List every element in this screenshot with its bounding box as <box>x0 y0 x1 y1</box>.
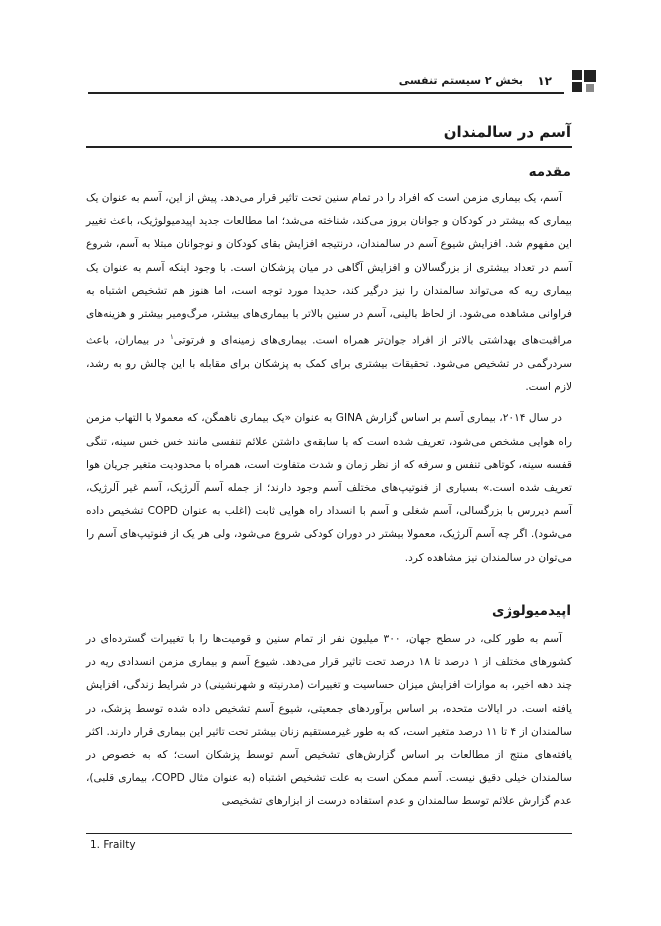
paragraph-1: آسم، یک بیماری مزمن است که افراد را در تمام سنین تحت تاثیر قرار می‌دهد. پیش از این، آسم به عنوان یک بیماری که بیشتر در کودکان و جوانان بروز می‌کند، شناخته می‌شد؛ اما مطالعات جدید اپیدمیولوژیک، باعث تغییر این مفهوم شد. افزایش شیوع آسم در سالمندان، درنتیجه افزایش بقای کودکان و نوجوانان مبتلا به آسم، شروع آسم در تعداد بیشتری از بزرگسالان و افزایش آگاهی در میان پزشکان است. با وجود اینکه آسم به عنوان یک بیماری ریه که می‌تواند سالمندان را نیز درگیر کند، حدیدا مورد توجه است، اما هنوز هم تشخیص اشتباه به فراوانی مشاهده می‌شود. از لحاظ بالینی، آسم در سنین بالاتر با بیماری‌های بیشتر، مرگ‌ومیر بیشتر و هزینه‌های مراقبت‌های بهداشتی بالاتر از افراد جوان‌تر همراه است. بیماری‌های زمینه‌ای و فرتوتی$^۱$ در بیماران، باعث سردرگمی در تشخیص می‌شود. تحقیقات بیشتری برای کمک به پزشکان برای مقابله با این چالش رو به رشد، لازم است. <box>86 192 573 394</box>
page-header <box>88 70 598 96</box>
intro-body <box>86 187 572 570</box>
footnote: 1. Frailty <box>90 839 136 851</box>
heading-epidemiology: اپیدمیولوژی <box>491 603 571 619</box>
header-rule <box>88 92 564 94</box>
footnote-rule <box>86 833 572 834</box>
running-section-title: بخش ۲ سیستم تنفسی <box>398 74 523 87</box>
decorative-squares-icon <box>572 70 598 96</box>
page-number: ۱۲ <box>537 74 552 88</box>
paragraph-3: آسم به طور کلی، در سطح جهان، ۳۰۰ میلیون نفر از تمام سنین و قومیت‌ها را با تغییرات گسترده‌ای در کشورهای مختلف از ۱ درصد تا ۱۸ درصد تحت تاثیر قرار می‌دهد. شیوع آسم و بیماری مزمن انسدادی ریه در چند دهه اخیر، به موازات افزایش میزان حساسیت و تغییرات (مدرنیته و شهرنشینی) در شرایط زندگی، افزایش یافته است. در ایالات متحده، بر اساس برآوردهای جمعیتی، شیوع آسم تشخیص داده شده توسط پزشک، در سالمندان از ۴ تا ۱۱ درصد متغیر است، که به طور غیرمستقیم زنان بیشتر تحت تاثیر این بیماری قرار دارند. اکثر یافته‌های منتج از مطالعات بر اساس گزارش‌های تشخیص آسم توسط پزشکان است؛ که به خصوص در سالمندان خیلی دقیق نیست. آسم ممکن است به علت تشخیص اشتباه (به عنوان مثال COPD، بیماری قلبی)، عدم گزارش علائم توسط سالمندان و عدم استفاده درست از ابزارهای تشخیصی <box>86 633 572 808</box>
footnote-marker: ۱ <box>170 333 174 342</box>
heading-introduction: مقدمه <box>528 164 571 180</box>
chapter-title: آسم در سالمندان <box>443 123 571 141</box>
paragraph-2: در سال ۲۰۱۴، بیماری آسم بر اساس گزارش GINA به عنوان «یک بیماری ناهمگن، که معمولا با التهاب مزمن راه هوایی مشخص می‌شود، تعریف شده است که با سابقه‌ی داشتن علائم تنفسی مانند خس خس سینه، تنگی قفسه سینه، کوتاهی تنفس و سرفه که از نظر زمان و شدت متفاوت است، همراه با محدودیت متغیر جریان هوا تعریف شده است.» بسیاری از فنوتیپ‌های مختلف آسم وجود دارند؛ از جمله آسم آلرژیک، آسم غیر آلرژیک، آسم دیررس با بزرگسالی، آسم شغلی و آسم با انسداد راه هوایی ثابت (اغلب به عنوان COPD تشخیص داده می‌شود). اگر چه آسم آلرژیک، معمولا بیشتر در دوران کودکی شروع می‌شود، ولی هر یک از فنوتیپ‌های آسم را می‌توان در سالمندان نیز مشاهده کرد. <box>86 412 572 564</box>
epidemiology-body <box>86 628 572 814</box>
title-rule <box>86 146 572 148</box>
